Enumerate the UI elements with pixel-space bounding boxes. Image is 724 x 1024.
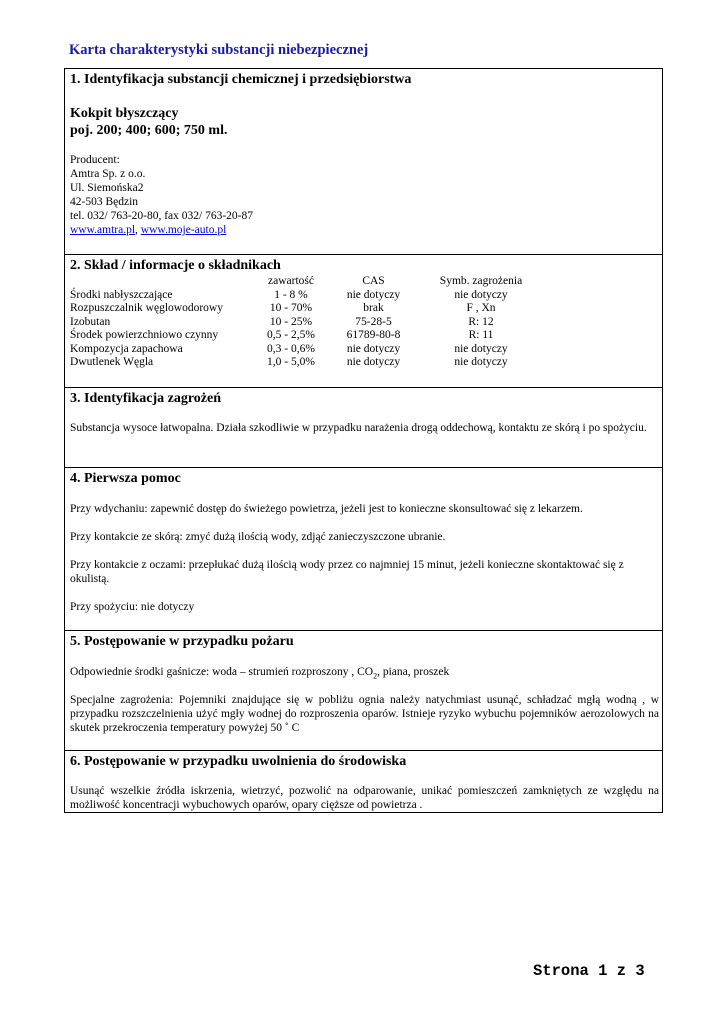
producer-links [70,223,253,237]
section-5-heading: 5. Postępowanie w przypadku pożaru [70,634,294,649]
row-cas: nie dotyczy [346,288,401,301]
extinguishing-media-rest: , piana, proszek [377,666,450,678]
row-symbol: F , Xn [466,302,496,314]
row-symbol: nie dotyczy [454,342,508,355]
table-row [70,343,541,357]
link-moje-auto[interactable]: www.moje-auto.pl [140,224,227,236]
row-name: Kompozycja zapachowa [70,342,183,355]
first-aid-inhalation: Przy wdychaniu: zapewnić dostęp do świeżego powietrza, jeżeli jest to konieczne skonsultować się z lekarzem. [70,503,583,515]
row-cas: brak [363,302,384,314]
table-row [70,289,541,303]
producer-company: Amtra Sp. z o.o. [70,168,146,180]
section-3-heading: 3. Identyfikacja zagrożeń [70,391,221,406]
row-cas: nie dotyczy [346,342,401,355]
row-cas: nie dotyczy [346,356,401,368]
producer-label: Producent: [70,154,120,166]
product-volume: poj. 200; 400; 600; 750 ml. [70,123,228,138]
section-4-heading: 4. Pierwsza pomoc [70,471,181,486]
row-content: 10 - 25% [269,315,313,328]
row-content: 0,5 - 2,5% [267,329,315,341]
row-symbol: R: 11 [468,329,494,341]
row-name: Dwutlenek Węgla [70,356,154,368]
col-header-symbol: Symb. zagrożenia [439,275,523,287]
table-row [70,316,541,330]
col-header-name [70,275,256,289]
row-content: 10 - 70% [269,302,313,314]
hazards-text: Substancja wysoce łatwopalna. Działa szkodliwie w przypadku narażenia drogą oddechową, kontaktu ze skórą i po spożyciu. [70,422,647,434]
row-name: Środek powierzchniowo czynny [70,329,219,341]
row-cas: 61789-80-8 [346,329,401,341]
first-aid-ingestion: Przy spożyciu: nie dotyczy [70,601,195,613]
section-hazards [65,388,662,468]
table-row [70,302,541,316]
special-hazards: Specjalne zagrożenia: Pojemniki znajdujące się w pobliżu ognia należy natychmiast usunąć, schładzać mgłą wodną , w przypadku rozszczelnienia użyć mgły wodnej do rozproszenia oparów. Istnieje ryzyko wybuchu pojemników aerozolowych na skutek przekroczenia temperatury powyżej 50 ˚ C [70,694,659,734]
row-cas: 75-28-5 [355,315,392,328]
row-content: 1 - 8 % [274,288,308,301]
row-name: Środki nabłyszczające [70,288,173,301]
row-name: Izobutan [70,315,111,328]
section-2-heading: 2. Skład / informacje o składnikach [70,258,281,273]
producer-city: 42-503 Będzin [70,196,139,208]
composition-table [70,275,541,370]
table-row [70,356,541,370]
section-fire [65,631,662,751]
co2-subscript: 2 [373,671,378,681]
table-row [70,329,541,343]
first-aid-eyes: Przy kontakcie z oczami: przepłukać dużą ilością wody przez co najmniej 15 minut, jeżeli konieczne skontaktować się z okulistą. [70,559,624,585]
product-block [70,105,228,139]
safety-data-sheet-frame [64,68,663,813]
row-name: Rozpuszczalnik węglowodorowy [70,302,223,314]
product-name: Kokpit błyszczący [70,106,179,121]
link-amtra[interactable]: www.amtra.pl [70,224,136,236]
section-identification [65,69,662,255]
row-symbol: nie dotyczy [454,288,508,301]
section-6-heading: 6. Postępowanie w przypadku uwolnienia do środowiska [70,754,407,769]
col-header-cas: CAS [362,275,385,287]
extinguishing-media [70,665,660,683]
row-symbol: nie dotyczy [454,356,508,368]
row-content: 1,0 - 5,0% [267,356,315,368]
section-accidental-release [65,751,662,812]
extinguishing-media-text: Odpowiednie środki gaśnicze: woda – strumień rozproszony , CO [70,666,374,678]
section-first-aid [65,468,662,631]
link-separator: , [135,224,141,236]
accidental-release-text: Usunąć wszelkie źródła iskrzenia, wietrzyć, pozwolić na odparowanie, unikać pomieszczeń zamkniętych ze względu na możliwość koncentracji wybuchowych oparów, opary cięższe od powietrza . [70,785,659,811]
page-number: Strona 1 z 3 [533,962,645,980]
section-composition [65,255,662,388]
col-header-content: zawartość [268,275,314,287]
producer-street: Ul. Siemońska2 [70,182,144,194]
row-symbol: R: 12 [468,315,494,328]
document-title: Karta charakterystyki substancji niebezpiecznej [69,42,369,58]
producer-block [70,153,253,237]
composition-header-row [70,275,541,289]
section-1-heading: 1. Identyfikacja substancji chemicznej i przedsiębiorstwa [70,72,412,87]
first-aid-skin: Przy kontakcie ze skórą: zmyć dużą ilością wody, zdjąć zanieczyszczone ubranie. [70,531,446,543]
row-content: 0,3 - 0,6% [267,342,315,355]
producer-phone: tel. 032/ 763-20-80, fax 032/ 763-20-87 [70,210,254,222]
